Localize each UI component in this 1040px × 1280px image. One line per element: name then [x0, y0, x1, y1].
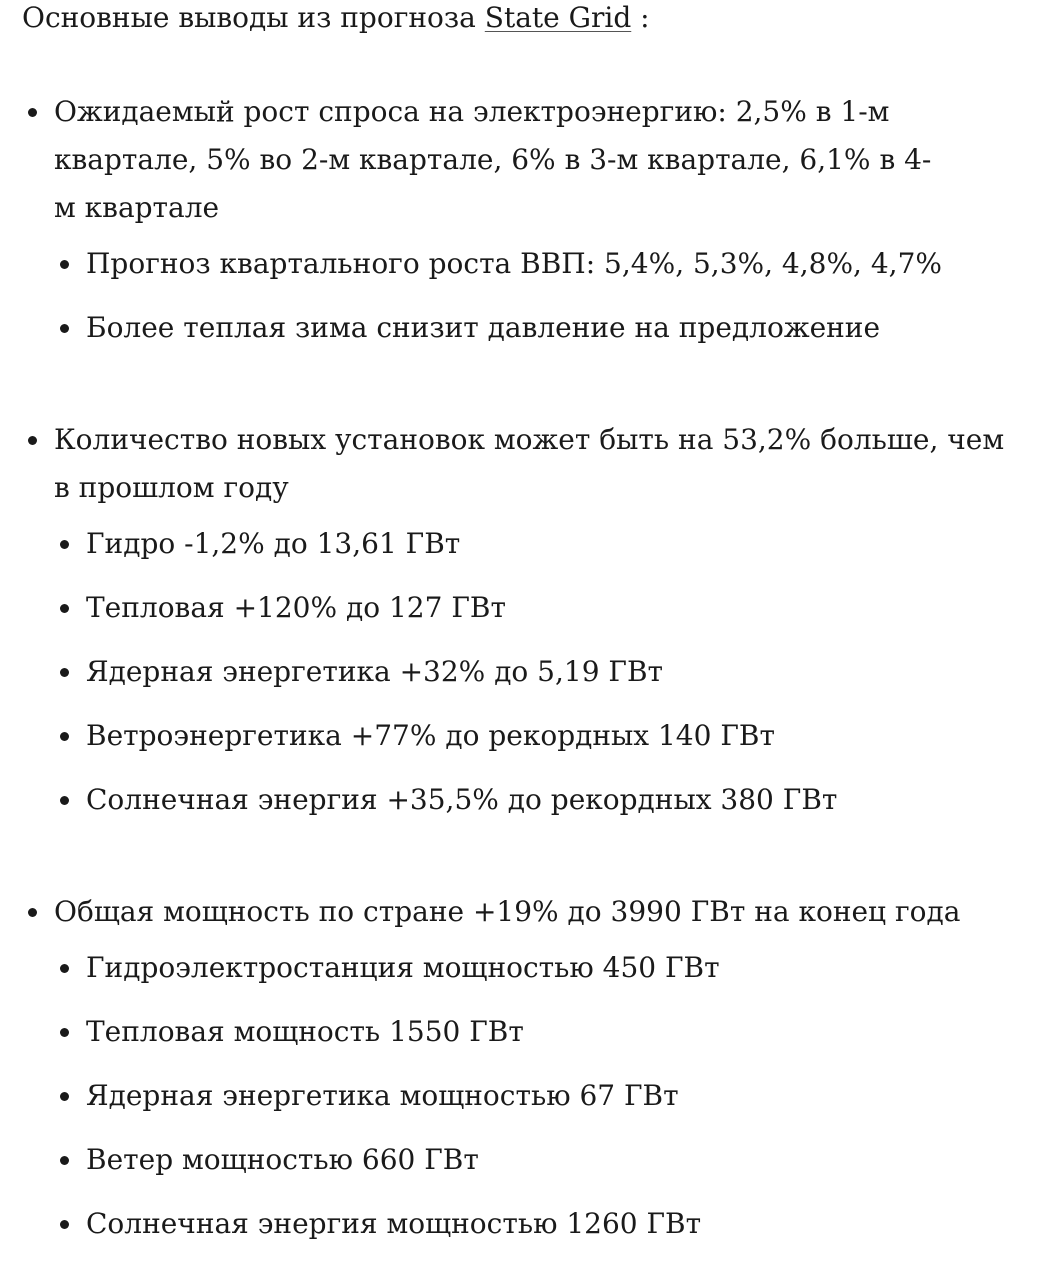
sub-item	[54, 520, 1014, 568]
sub-item-text: Гидро -1,2% до 13,61 ГВт	[86, 527, 461, 560]
sub-item-text: Солнечная энергия +35,5% до рекордных 380 ГВт	[86, 783, 838, 816]
bullet-icon	[60, 540, 69, 549]
sub-item	[54, 1008, 1014, 1056]
sub-item-text: Солнечная энергия мощностью 1260 ГВт	[86, 1207, 702, 1240]
sub-item-text: Тепловая мощность 1550 ГВт	[86, 1015, 524, 1048]
bullet-icon	[60, 1092, 69, 1101]
sub-item	[54, 304, 934, 352]
sub-item-text: Более теплая зима снизит давление на предложение	[86, 311, 881, 344]
sub-item	[54, 1136, 1014, 1184]
bullet-icon	[60, 260, 69, 269]
sub-list	[54, 240, 942, 352]
sub-item	[54, 1072, 1014, 1120]
sub-item	[54, 584, 1014, 632]
sub-item	[54, 776, 1014, 824]
sub-item	[54, 944, 1014, 992]
bullet-icon	[28, 436, 37, 445]
bullet-icon	[60, 324, 69, 333]
finding-text: Количество новых установок может быть на 53,2% больше, чем в прошлом году	[54, 423, 1005, 504]
sub-list	[54, 944, 1014, 1248]
bullet-icon	[60, 604, 69, 613]
sub-item-text: Гидроэлектростанция мощностью 450 ГВт	[86, 951, 720, 984]
bullet-icon	[60, 796, 69, 805]
sub-item-text: Тепловая +120% до 127 ГВт	[86, 591, 506, 624]
sub-item-text: Ядерная энергетика мощностью 67 ГВт	[86, 1079, 679, 1112]
bullet-icon	[60, 1028, 69, 1037]
sub-item	[54, 1200, 1014, 1248]
bullet-icon	[60, 732, 69, 741]
sub-item	[54, 648, 1014, 696]
finding-total-capacity	[22, 888, 1014, 1248]
bullet-icon	[60, 1156, 69, 1165]
intro-text: Основные выводы из прогноза	[22, 1, 476, 34]
sub-item-text: Ветер мощностью 660 ГВт	[86, 1143, 479, 1176]
sub-item-text: Ветроэнергетика +77% до рекордных 140 ГВт	[86, 719, 775, 752]
bullet-icon	[60, 668, 69, 677]
finding-text: Общая мощность по стране +19% до 3990 ГВт на конец года	[54, 895, 961, 928]
finding-new-installations	[22, 416, 1014, 824]
bullet-icon	[60, 964, 69, 973]
bullet-icon	[28, 908, 37, 917]
sub-item	[54, 240, 942, 288]
article-content	[22, 0, 1022, 1248]
bullet-icon	[60, 1220, 69, 1229]
sub-item	[54, 712, 1014, 760]
sub-item-text: Ядерная энергетика +32% до 5,19 ГВт	[86, 655, 664, 688]
key-findings-list	[22, 88, 1022, 1248]
intro-colon: :	[631, 1, 650, 34]
intro-line	[22, 0, 1022, 38]
finding-text: Ожидаемый рост спроса на электроэнергию: 2,5% в 1-м квартале, 5% во 2-м квартале, 6% в 3-м квартале, 6,1% в 4-м квартале	[54, 95, 932, 224]
finding-demand-growth	[22, 88, 942, 352]
state-grid-link[interactable]: State Grid	[484, 1, 632, 34]
sub-list	[54, 520, 1014, 824]
bullet-icon	[28, 108, 37, 117]
sub-item-text: Прогноз квартального роста ВВП: 5,4%, 5,3%, 4,8%, 4,7%	[86, 247, 942, 280]
